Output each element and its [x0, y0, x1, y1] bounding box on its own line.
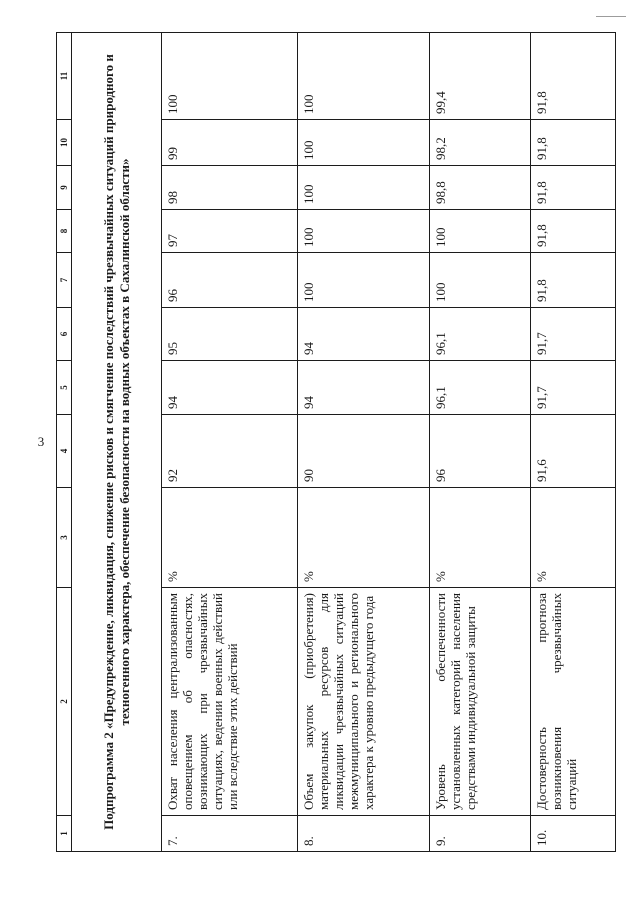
column-header: 5 [57, 361, 72, 415]
value-cell: 100 [430, 253, 531, 308]
value-cell: 98,8 [430, 166, 531, 210]
value-cell: 94 [297, 361, 430, 415]
row-number: 8. [297, 816, 430, 852]
value-cell: 98,2 [430, 120, 531, 166]
indicator-table-rotated [56, 33, 616, 852]
indicator-name: Охват населения централизованным оповещением об опасностях, возникающих при чрезвычайных ситуациях, ведении военных действий или вследствие этих действий [162, 588, 297, 816]
column-number-row [57, 33, 72, 852]
column-header: 3 [57, 488, 72, 588]
table-row [531, 33, 616, 852]
column-header: 7 [57, 253, 72, 308]
indicator-name: Уровень обеспеченности установленных категорий населения средствами индивидуальной защиты [430, 588, 531, 816]
unit-cell: % [297, 488, 430, 588]
indicator-name: Достоверность прогноза возникновения чрезвычайных ситуаций [531, 588, 616, 816]
value-cell: 90 [297, 415, 430, 488]
value-cell: 94 [297, 308, 430, 361]
row-number: 7. [162, 816, 297, 852]
column-header: 10 [57, 120, 72, 166]
column-header: 11 [57, 33, 72, 120]
value-cell: 100 [297, 166, 430, 210]
page-number: 3 [37, 434, 45, 449]
value-cell: 95 [162, 308, 297, 361]
value-cell: 100 [430, 210, 531, 253]
table-row [162, 33, 297, 852]
value-cell: 100 [297, 210, 430, 253]
row-number: 9. [430, 816, 531, 852]
value-cell: 91,8 [531, 210, 616, 253]
value-cell: 91,7 [531, 308, 616, 361]
value-cell: 96,1 [430, 361, 531, 415]
value-cell: 96,1 [430, 308, 531, 361]
value-cell: 96 [162, 253, 297, 308]
unit-cell: % [430, 488, 531, 588]
value-cell: 100 [297, 253, 430, 308]
unit-cell: % [531, 488, 616, 588]
table-row [430, 33, 531, 852]
value-cell: 96 [430, 415, 531, 488]
value-cell: 100 [162, 33, 297, 120]
value-cell: 100 [297, 33, 430, 120]
value-cell: 99 [162, 120, 297, 166]
value-cell: 91,8 [531, 33, 616, 120]
scan-artifact-line [596, 16, 626, 17]
row-number: 10. [531, 816, 616, 852]
column-header: 9 [57, 166, 72, 210]
column-header: 1 [57, 816, 72, 852]
value-cell: 97 [162, 210, 297, 253]
value-cell: 94 [162, 361, 297, 415]
value-cell: 91,7 [531, 361, 616, 415]
indicator-table [56, 32, 616, 852]
value-cell: 91,8 [531, 120, 616, 166]
subprogram-title: Подпрограмма 2 «Предупреждение, ликвидация, снижение рисков и смягчение последствий чрезвычайных ситуаций природного и техногенного характера, обеспечение безопасности на водных объектах в Сахалинской области» [71, 33, 161, 852]
value-cell: 91,8 [531, 253, 616, 308]
value-cell: 99,4 [430, 33, 531, 120]
value-cell: 91,8 [531, 166, 616, 210]
subprogram-title-row [71, 33, 161, 852]
column-header: 2 [57, 588, 72, 816]
value-cell: 100 [297, 120, 430, 166]
value-cell: 91,6 [531, 415, 616, 488]
column-header: 6 [57, 308, 72, 361]
unit-cell: % [162, 488, 297, 588]
value-cell: 92 [162, 415, 297, 488]
column-header: 4 [57, 415, 72, 488]
column-header: 8 [57, 210, 72, 253]
indicator-name: Объем закупок (приобретения) материальных ресурсов для ликвидации чрезвычайных ситуаций межмуниципального и регионального характера к уровню предыдущего года [297, 588, 430, 816]
value-cell: 98 [162, 166, 297, 210]
table-row [297, 33, 430, 852]
